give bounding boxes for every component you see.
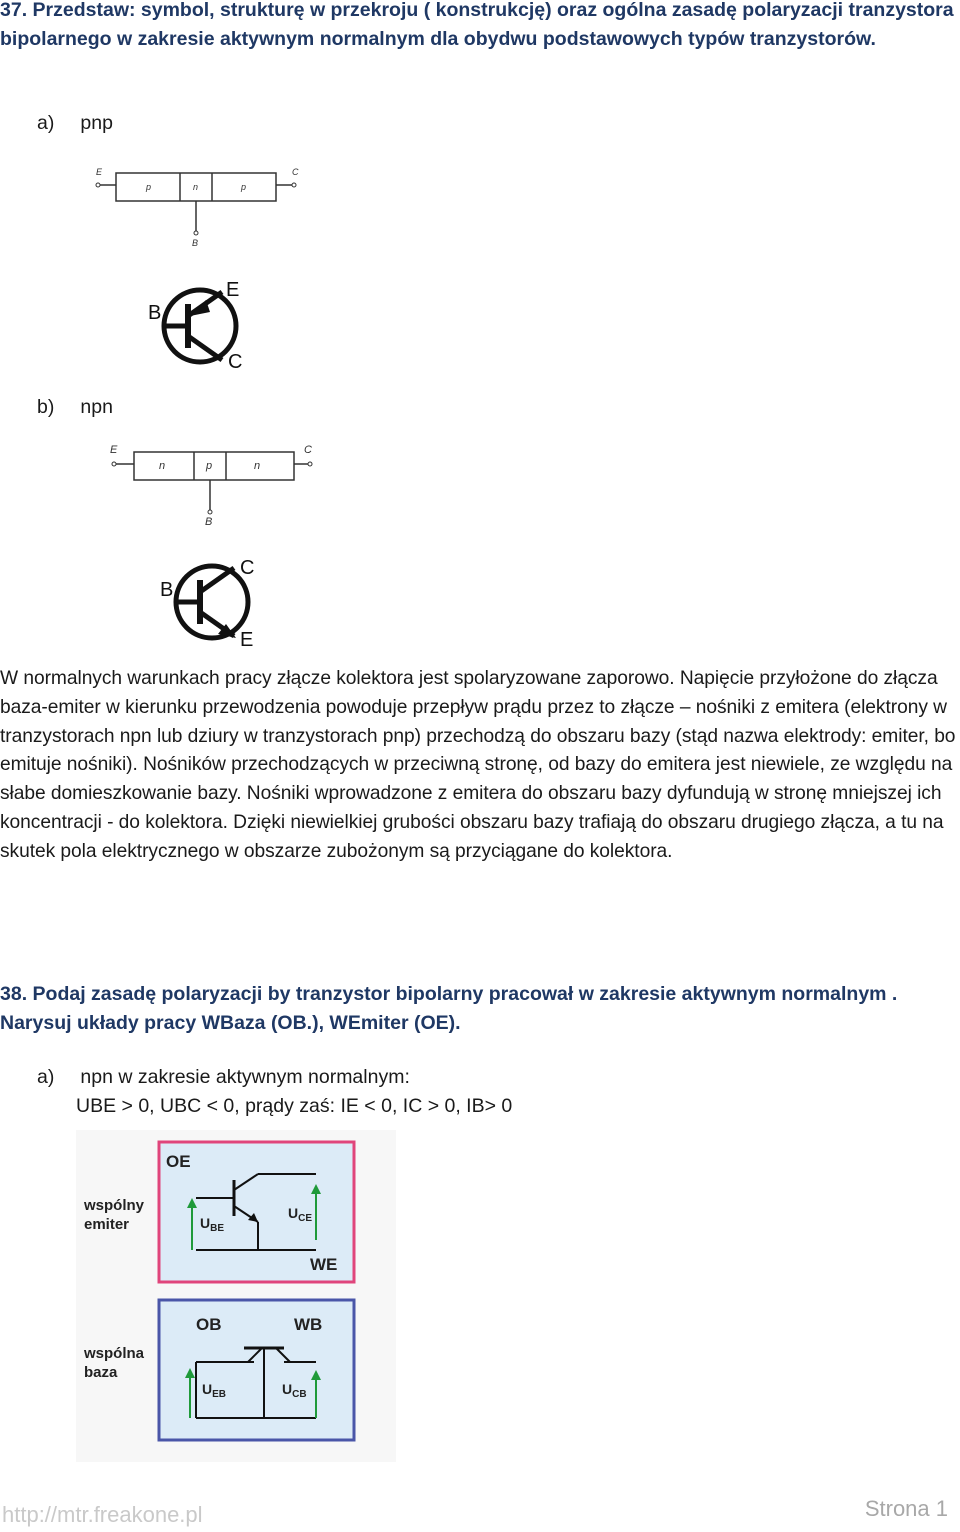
ob-v2-sub: CB [292,1389,307,1400]
oe-side-label-2: emiter [84,1216,130,1233]
pnp-emitter-label: E [96,167,103,177]
wb-tag: WB [294,1315,323,1334]
sub-item-38a [37,1066,410,1089]
pnp-structure-diagram [88,163,308,253]
sub-item-text: npn [80,396,113,418]
pnp-region-2: n [193,182,199,192]
explanation-paragraph: W normalnych warunkach pracy złącze kolektora jest spolaryzowane zaporowo. Napięcie przyłożone do złącza baza-emiter w kierunku przewodzenia powoduje przepływ prądu przez to złącze – nośniki z emitera (elektrony w tranzystorach npn lub dziury w tranzystorach pnp) przechodzą do obszaru bazy (stąd nazwa elektrody: emiter, bo emituje nośniki). Nośników przechodzących w przeciwną stronę, od bazy do emitera jest niewiele, ze względu na słabe domieszkowanie bazy. Nośniki wprowadzone z emitera do obszaru bazy dyfundują w stronę mniejszej ich koncentracji - do kolektora. Dzięki niewielkiej grubości obszaru bazy trafiają do obszaru drugiego złącza, a tu na skutek pola elektrycznego w obszarze zubożonym są przyciągane do kolektora. [0,668,956,862]
polarization-conditions: UBE > 0, UBC < 0, prądy zaś: IE < 0, IC > 0, IB> 0 [76,1095,513,1117]
pnp-transistor-symbol [140,276,250,376]
sub-item-label: a) [37,1066,55,1088]
pnp-base-label: B [192,238,199,248]
question-38-text: Podaj zasadę polaryzacji by tranzystor bipolarny pracował w zakresie aktywnym normalnym . Narysuj układy pracy WBaza (OB.), WEmiter (OE). [0,983,898,1034]
ob-tag: OB [196,1315,222,1334]
footer-url[interactable]: http://mtr.freakone.pl [2,1502,203,1527]
oe-side-label-1: wspólny [84,1197,145,1214]
sub-item-text: npn w zakresie aktywnym normalnym: [80,1066,410,1088]
oe-v1-label: U [200,1215,211,1231]
ob-v1-label: U [202,1381,213,1397]
npn-region-1: n [159,460,166,472]
npn-region-2: p [206,460,213,472]
ob-v2-label: U [282,1381,293,1397]
sub-item-b-npn [37,396,113,419]
npn-base-label: B [205,516,213,528]
npn-symbol-base-label: B [160,579,174,601]
npn-transistor-symbol [152,552,264,652]
question-37-number: 37. [0,0,28,21]
ob-side-label-2: baza [84,1364,118,1381]
ob-v1-sub: EB [212,1389,227,1400]
pnp-symbol-emitter-label: E [226,279,240,301]
npn-symbol-emitter-label: E [240,629,254,651]
oe-v2-label: U [288,1205,299,1221]
question-38-number: 38. [0,983,28,1005]
ob-side-label-1: wspólna [84,1345,145,1362]
npn-structure-diagram [104,438,324,530]
sub-item-a-pnp [37,112,113,135]
sub-item-label: b) [37,396,55,418]
oe-v2-sub: CE [298,1213,313,1224]
question-37-heading [0,0,958,54]
npn-region-3: n [254,460,261,472]
oe-tag: OE [166,1152,191,1171]
pnp-collector-label: C [292,167,299,177]
question-38-heading [0,980,958,1038]
pnp-region-3: p [241,182,247,192]
pnp-symbol-base-label: B [148,302,162,324]
npn-symbol-collector-label: C [240,557,255,579]
we-tag: WE [310,1255,338,1274]
footer-page-number: Strona 1 [864,1496,948,1521]
sub-item-label: a) [37,112,55,134]
question-37-text: Przedstaw: symbol, strukturę w przekroju ( konstrukcję) oraz ogólna zasadę polaryzacji tranzystora bipolarnego w zakresie aktywnym normalnym dla obydwu podstawowych typów tranzystorów. [0,0,954,50]
sub-item-text: pnp [80,112,113,134]
npn-emitter-label: E [110,444,118,456]
pnp-symbol-collector-label: C [228,351,243,373]
npn-collector-label: C [304,444,312,456]
pnp-region-1: p [146,182,152,192]
circuit-configurations-figure [76,1130,396,1462]
oe-v1-sub: BE [210,1223,225,1234]
